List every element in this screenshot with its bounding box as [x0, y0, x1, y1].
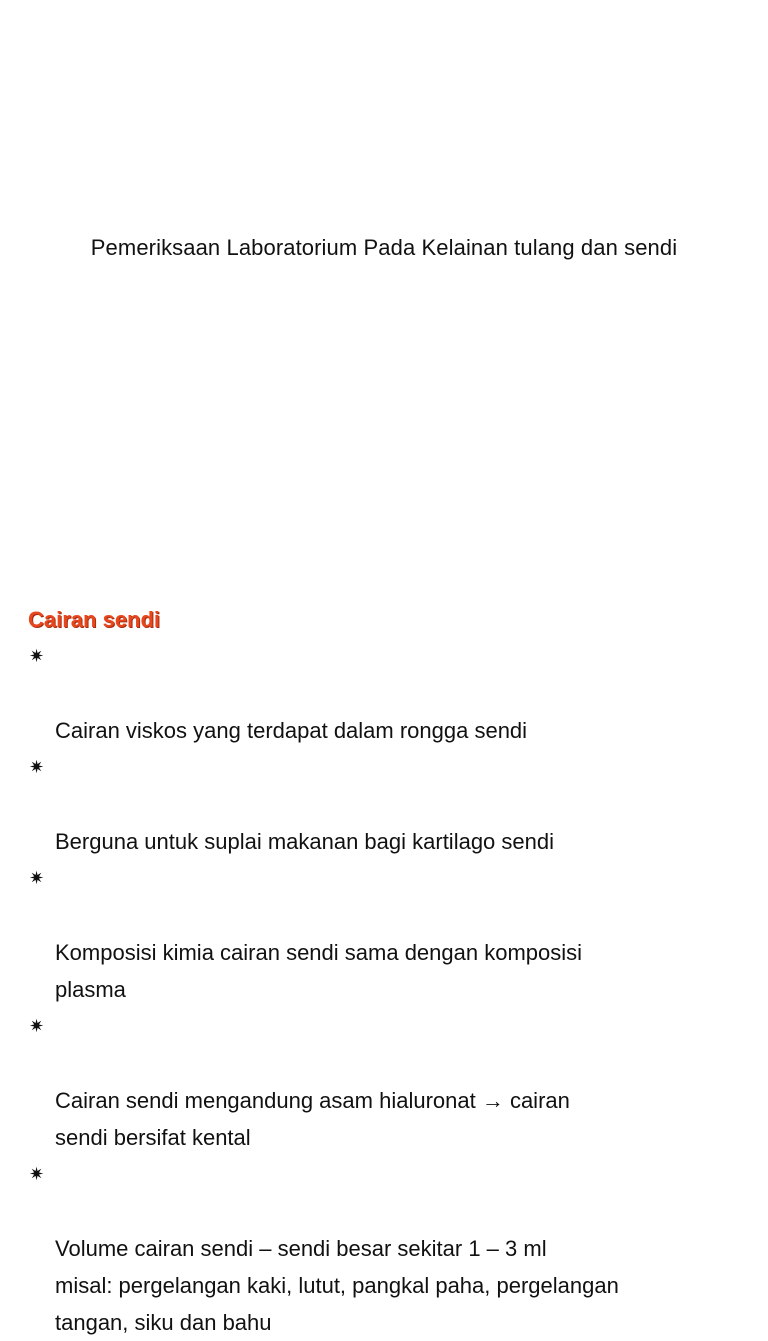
- bullet-text: Volume cairan sendi – sendi besar sekitar 1 – 3 ml misal: pergelangan kaki, lutut, pangkal paha, pergelangan tangan, siku dan bahu: [55, 1236, 619, 1335]
- star-burst-icon: ✷: [29, 868, 45, 889]
- bullet-text: Berguna untuk suplai makanan bagi kartilago sendi: [55, 829, 554, 854]
- bullet-item-3: [28, 860, 748, 1008]
- bullet-item-2: [28, 749, 748, 860]
- bullet-item-1: [28, 638, 748, 749]
- bullet-item-5: [28, 1156, 748, 1341]
- star-burst-icon: ✷: [29, 757, 45, 778]
- star-burst-icon: ✷: [29, 1164, 45, 1185]
- section-heading: Cairan sendi: [28, 607, 161, 632]
- star-burst-icon: ✷: [29, 646, 45, 667]
- bullet-item-4: [28, 1008, 748, 1156]
- bullet-text: Cairan viskos yang terdapat dalam rongga sendi: [55, 718, 528, 743]
- cairan-sendi-section: [28, 604, 748, 1341]
- bullet-text: Komposisi kimia cairan sendi sama dengan komposisi plasma: [55, 940, 583, 1002]
- page-title: Pemeriksaan Laboratorium Pada Kelainan tulang dan sendi: [90, 235, 678, 260]
- bullet-text: Cairan sendi mengandung asam hialuronat → cairan sendi bersifat kental: [55, 1088, 570, 1150]
- bullet-list: [28, 638, 748, 1341]
- star-burst-icon: ✷: [29, 1016, 45, 1037]
